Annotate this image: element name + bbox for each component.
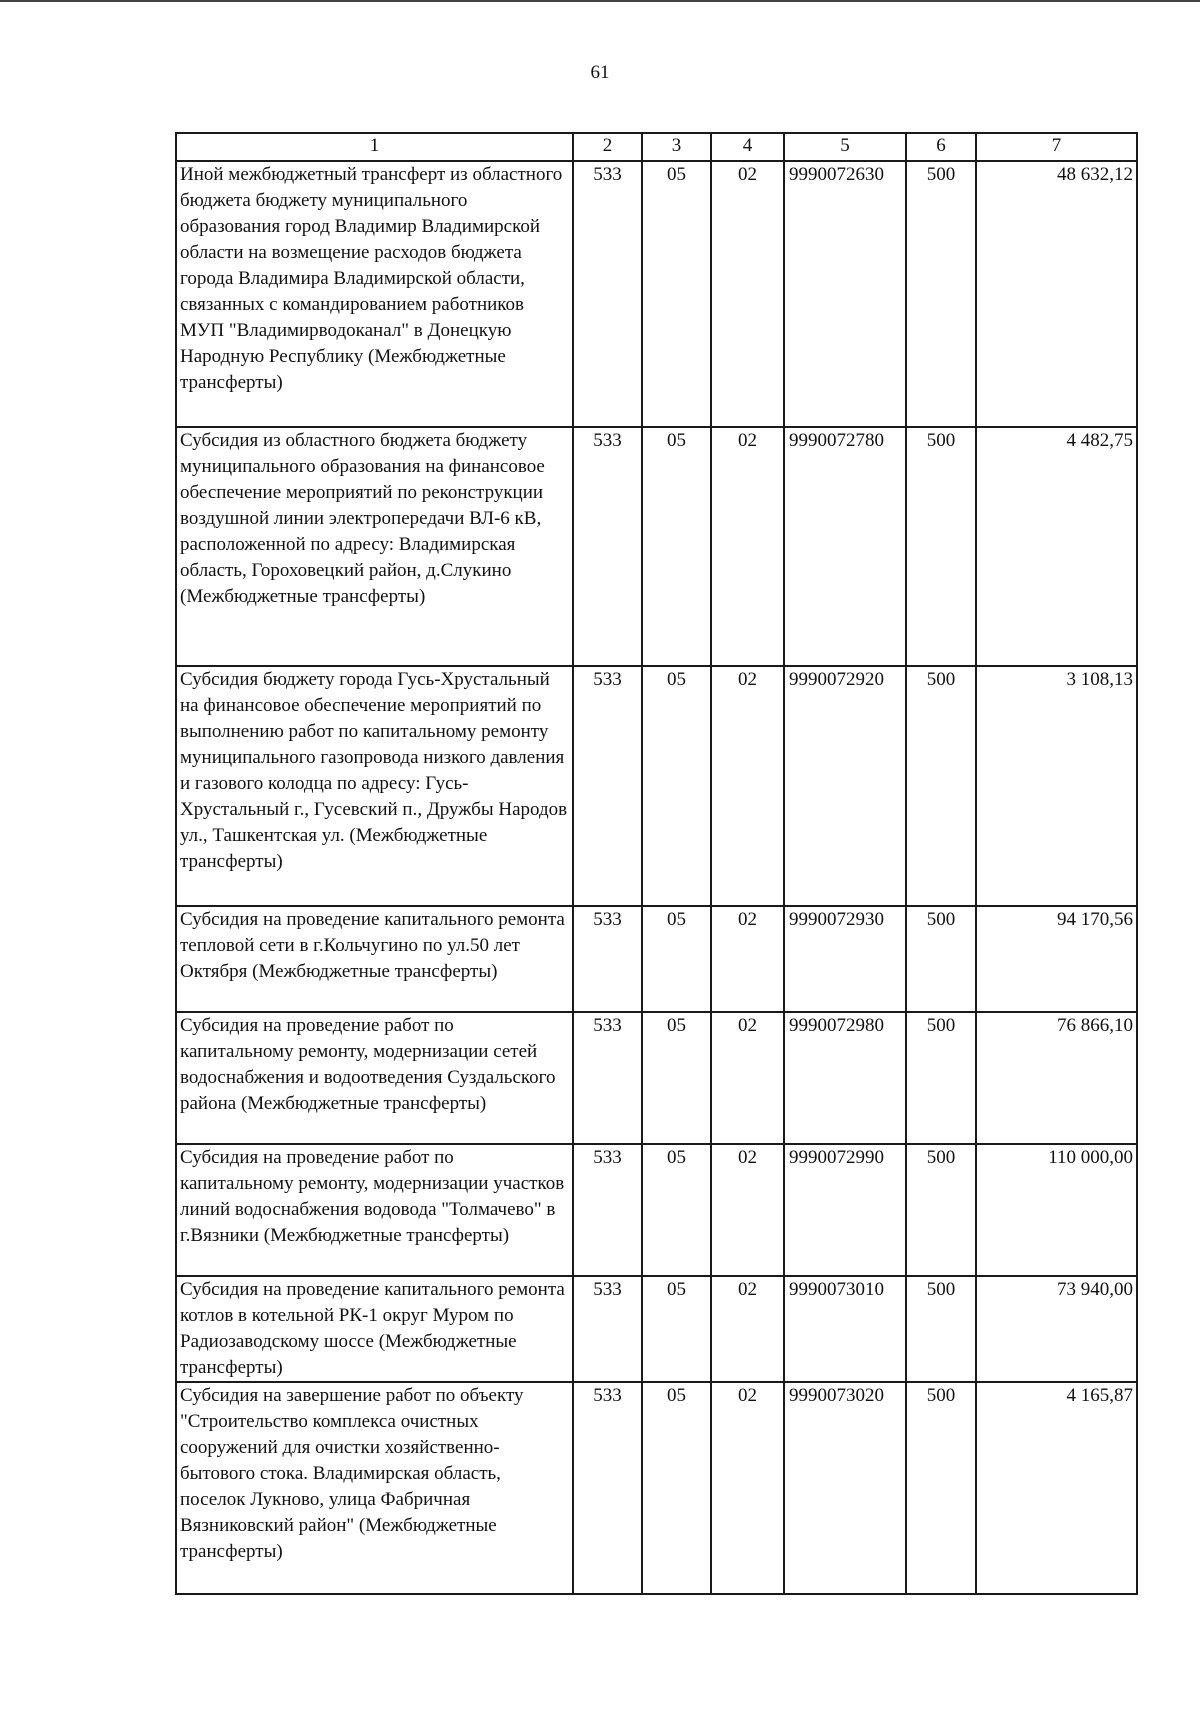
row-expense-type: 500 <box>906 666 976 906</box>
row-target-code: 9990072930 <box>784 906 906 1012</box>
table-row <box>176 1012 1137 1144</box>
row-amount: 94 170,56 <box>976 906 1137 1012</box>
row-expense-type: 500 <box>906 1276 976 1382</box>
row-ministry-code: 533 <box>573 1012 642 1144</box>
row-subsection-code: 02 <box>711 666 784 906</box>
row-target-code: 9990072920 <box>784 666 906 906</box>
row-ministry-code: 533 <box>573 1276 642 1382</box>
row-ministry-code: 533 <box>573 666 642 906</box>
table-row <box>176 161 1137 427</box>
header-cell: 3 <box>642 133 711 161</box>
row-subsection-code: 02 <box>711 1144 784 1276</box>
row-amount: 4 165,87 <box>976 1382 1137 1594</box>
header-cell: 2 <box>573 133 642 161</box>
row-expense-type: 500 <box>906 1144 976 1276</box>
row-description: Иной межбюджетный трансферт из областного бюджета бюджету муниципального образования город Владимир Владимирской области на возмещение расходов бюджета города Владимира Владимирской области, связанных с командированием работников МУП "Владимирводоканал" в Донецкую Народную Республику (Межбюджетные трансферты) <box>176 161 573 427</box>
row-section-code: 05 <box>642 666 711 906</box>
row-description: Субсидия на проведение капитального ремонта тепловой сети в г.Кольчугино по ул.50 лет Октября (Межбюджетные трансферты) <box>176 906 573 1012</box>
row-section-code: 05 <box>642 1144 711 1276</box>
header-cell: 1 <box>176 133 573 161</box>
row-target-code: 9990073010 <box>784 1276 906 1382</box>
row-amount: 73 940,00 <box>976 1276 1137 1382</box>
row-expense-type: 500 <box>906 906 976 1012</box>
header-cell: 4 <box>711 133 784 161</box>
row-amount: 76 866,10 <box>976 1012 1137 1144</box>
table-row <box>176 1382 1137 1594</box>
row-target-code: 9990073020 <box>784 1382 906 1594</box>
row-description: Субсидия на проведение капитального ремонта котлов в котельной РК-1 округ Муром по Радиозаводскому шоссе (Межбюджетные трансферты) <box>176 1276 573 1382</box>
table-row <box>176 427 1137 666</box>
row-description: Субсидия на завершение работ по объекту "Строительство комплекса очистных сооружений для очистки хозяйственно-бытового стока. Владимирская область, поселок Лукново, улица Фабричная Вязниковский район" (Межбюджетные трансферты) <box>176 1382 573 1594</box>
row-expense-type: 500 <box>906 1382 976 1594</box>
row-ministry-code: 533 <box>573 161 642 427</box>
row-section-code: 05 <box>642 1382 711 1594</box>
row-description: Субсидия на проведение работ по капитальному ремонту, модернизации участков линий водоснабжения водовода "Толмачево" в г.Вязники (Межбюджетные трансферты) <box>176 1144 573 1276</box>
row-ministry-code: 533 <box>573 906 642 1012</box>
row-expense-type: 500 <box>906 427 976 666</box>
row-section-code: 05 <box>642 906 711 1012</box>
row-subsection-code: 02 <box>711 1276 784 1382</box>
row-description: Субсидия на проведение работ по капитальному ремонту, модернизации сетей водоснабжения и водоотведения Суздальского района (Межбюджетные трансферты) <box>176 1012 573 1144</box>
row-description: Субсидия бюджету города Гусь-Хрустальный на финансовое обеспечение мероприятий по выполнению работ по капитальному ремонту муниципального газопровода низкого давления и газового колодца по адресу: Гусь-Хрустальный г., Гусевский п., Дружбы Народов ул., Ташкентская ул. (Межбюджетные трансферты) <box>176 666 573 906</box>
row-amount: 3 108,13 <box>976 666 1137 906</box>
row-ministry-code: 533 <box>573 427 642 666</box>
row-target-code: 9990072630 <box>784 161 906 427</box>
budget-table <box>175 132 1138 1595</box>
header-cell: 6 <box>906 133 976 161</box>
header-cell: 7 <box>976 133 1137 161</box>
row-section-code: 05 <box>642 161 711 427</box>
table-row <box>176 1144 1137 1276</box>
row-subsection-code: 02 <box>711 161 784 427</box>
row-target-code: 9990072980 <box>784 1012 906 1144</box>
table-row <box>176 906 1137 1012</box>
top-border-line <box>0 0 1200 2</box>
row-amount: 48 632,12 <box>976 161 1137 427</box>
table-row <box>176 666 1137 906</box>
row-subsection-code: 02 <box>711 1012 784 1144</box>
row-section-code: 05 <box>642 427 711 666</box>
header-cell: 5 <box>784 133 906 161</box>
row-section-code: 05 <box>642 1276 711 1382</box>
row-ministry-code: 533 <box>573 1144 642 1276</box>
row-expense-type: 500 <box>906 161 976 427</box>
row-target-code: 9990072990 <box>784 1144 906 1276</box>
table-header-row <box>176 133 1137 161</box>
table-row <box>176 1276 1137 1382</box>
page-number: 61 <box>590 62 610 83</box>
row-expense-type: 500 <box>906 1012 976 1144</box>
row-ministry-code: 533 <box>573 1382 642 1594</box>
row-description: Субсидия из областного бюджета бюджету муниципального образования на финансовое обеспечение мероприятий по реконструкции воздушной линии электропередачи ВЛ-6 кВ, расположенной по адресу: Владимирская область, Гороховецкий район, д.Слукино (Межбюджетные трансферты) <box>176 427 573 666</box>
row-subsection-code: 02 <box>711 1382 784 1594</box>
row-amount: 4 482,75 <box>976 427 1137 666</box>
row-target-code: 9990072780 <box>784 427 906 666</box>
row-subsection-code: 02 <box>711 427 784 666</box>
row-amount: 110 000,00 <box>976 1144 1137 1276</box>
row-section-code: 05 <box>642 1012 711 1144</box>
row-subsection-code: 02 <box>711 906 784 1012</box>
